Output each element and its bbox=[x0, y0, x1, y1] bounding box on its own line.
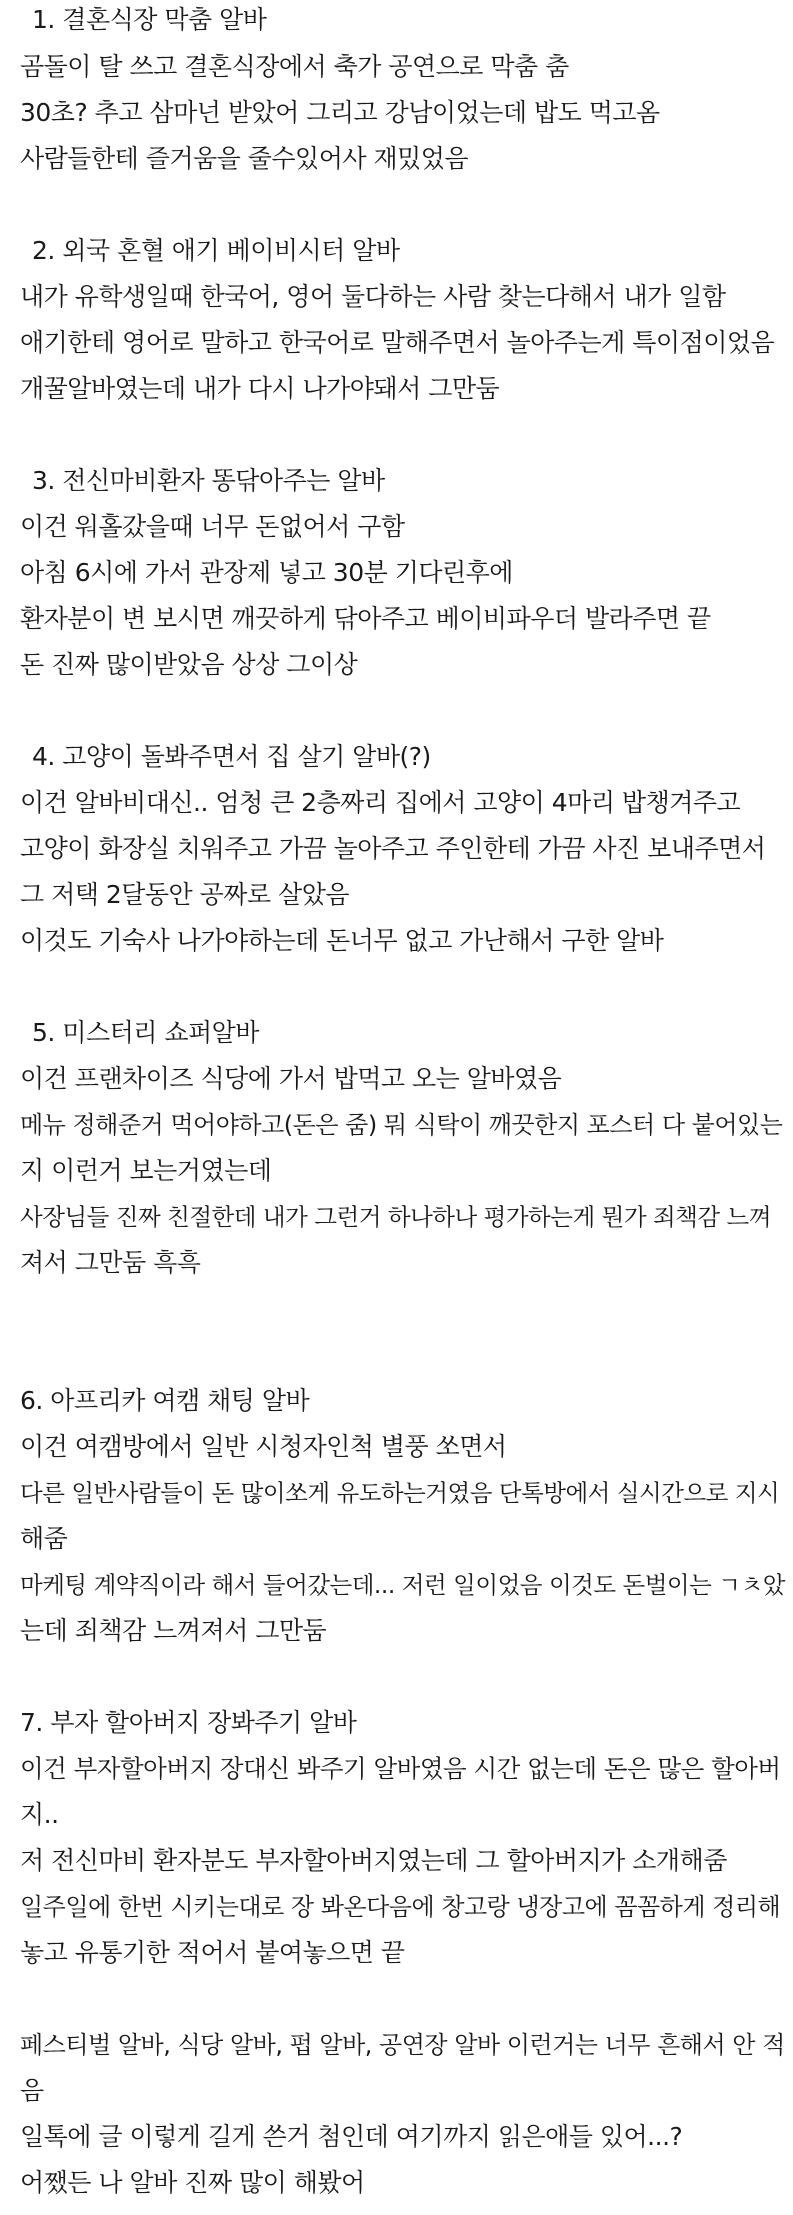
body-line: 이건 워홀갔을때 너무 돈없어서 구함 bbox=[20, 512, 405, 541]
section-heading: 3. 전신마비환자 똥닦아주는 알바 bbox=[32, 466, 385, 495]
body-line: 곰돌이 탈 쓰고 결혼식장에서 축가 공연으로 막춤 춤 bbox=[20, 52, 569, 81]
body-line: 환자분이 변 보시면 깨끗하게 닦아주고 베이비파우더 발라주면 끝 bbox=[20, 604, 711, 633]
body-line: 이건 여캠방에서 일반 시청자인척 별풍 쏘면서 bbox=[20, 1432, 507, 1461]
body-line: 놓고 유통기한 적어서 붙여놓으면 끝 bbox=[20, 1938, 405, 1967]
section-heading: 4. 고양이 돌봐주면서 집 살기 알바(?) bbox=[32, 742, 431, 771]
body-line: 해줌 bbox=[20, 1524, 68, 1553]
body-line: 이건 프랜차이즈 식당에 가서 밥먹고 오는 알바였음 bbox=[20, 1064, 562, 1093]
body-line: 음 bbox=[20, 2076, 44, 2105]
body-line: 사람들한테 즐거움을 줄수있어사 재밌었음 bbox=[20, 144, 469, 173]
body-line: 다른 일반사람들이 돈 많이쏘게 유도하는거였음 단톡방에서 실시간으로 지시 bbox=[20, 1479, 780, 1507]
body-line: 일톡에 글 이렇게 길게 쓴거 첨인데 여기까지 읽은애들 있어...? bbox=[20, 2122, 683, 2151]
body-line: 어쨌든 나 알바 진짜 많이 해봤어 bbox=[20, 2168, 365, 2197]
body-line: 마케팅 계약직이라 해서 들어갔는데... 저런 일이었음 이것도 돈벌이는 ㄱㅊ았 bbox=[20, 1571, 785, 1599]
body-line: 저 전신마비 환자분도 부자할아버지였는데 그 할아버지가 소개해줌 bbox=[20, 1846, 727, 1875]
section-heading: 2. 외국 혼혈 애기 베이비시터 알바 bbox=[32, 236, 400, 265]
body-line: 일주일에 한번 시키는대로 장 봐온다음에 창고랑 냉장고에 꼼꼼하게 정리해 bbox=[20, 1893, 781, 1921]
section-heading: 5. 미스터리 쇼퍼알바 bbox=[32, 1018, 259, 1047]
body-line: 이것도 기숙사 나가야하는데 돈너무 없고 가난해서 구한 알바 bbox=[20, 926, 664, 955]
body-line: 지 이런거 보는거였는데 bbox=[20, 1156, 272, 1185]
body-line: 져서 그만둠 흑흑 bbox=[20, 1248, 201, 1277]
body-line: 메뉴 정해준거 먹어야하고(돈은 줌) 뭐 식탁이 깨끗한지 포스터 다 붙어있는 bbox=[20, 1111, 783, 1139]
section-heading: 6. 아프리카 여캠 채팅 알바 bbox=[20, 1386, 310, 1415]
body-line: 내가 유학생일때 한국어, 영어 둘다하는 사람 찾는다해서 내가 일함 bbox=[20, 282, 726, 311]
body-line: 아침 6시에 가서 관장제 넣고 30분 기다린후에 bbox=[20, 558, 513, 587]
body-line: 지.. bbox=[20, 1800, 59, 1829]
body-line: 개꿀알바였는데 내가 다시 나가야돼서 그만둠 bbox=[20, 374, 500, 403]
body-line: 애기한테 영어로 말하고 한국어로 말해주면서 놀아주는게 특이점이었음 bbox=[20, 328, 775, 357]
section-heading: 1. 결혼식장 막춤 알바 bbox=[32, 5, 267, 34]
body-line: 는데 죄책감 느껴져서 그만둠 bbox=[20, 1616, 327, 1645]
body-line: 고양이 화장실 치워주고 가끔 놀아주고 주인한테 가끔 사진 보내주면서 bbox=[20, 834, 766, 863]
section-heading: 7. 부자 할아버지 장봐주기 알바 bbox=[20, 1708, 357, 1737]
body-line: 이건 알바비대신.. 엄청 큰 2층짜리 집에서 고양이 4마리 밥챙겨주고 bbox=[20, 788, 741, 817]
body-line: 이건 부자할아버지 장대신 봐주기 알바였음 시간 없는데 돈은 많은 할아버 bbox=[20, 1754, 781, 1783]
body-line: 사장님들 진짜 친절한데 내가 그런거 하나하나 평가하는게 뭔가 죄책감 느껴 bbox=[20, 1203, 771, 1231]
body-line: 30초? 추고 삼마넌 받았어 그리고 강남이었는데 밥도 먹고옴 bbox=[20, 98, 660, 127]
body-line: 페스티벌 알바, 식당 알바, 펍 알바, 공연장 알바 이런거는 너무 흔해서 안 적 bbox=[20, 2031, 785, 2059]
body-line: 돈 진짜 많이받았음 상상 그이상 bbox=[20, 650, 358, 679]
body-line: 그 저택 2달동안 공짜로 살았음 bbox=[20, 880, 349, 909]
